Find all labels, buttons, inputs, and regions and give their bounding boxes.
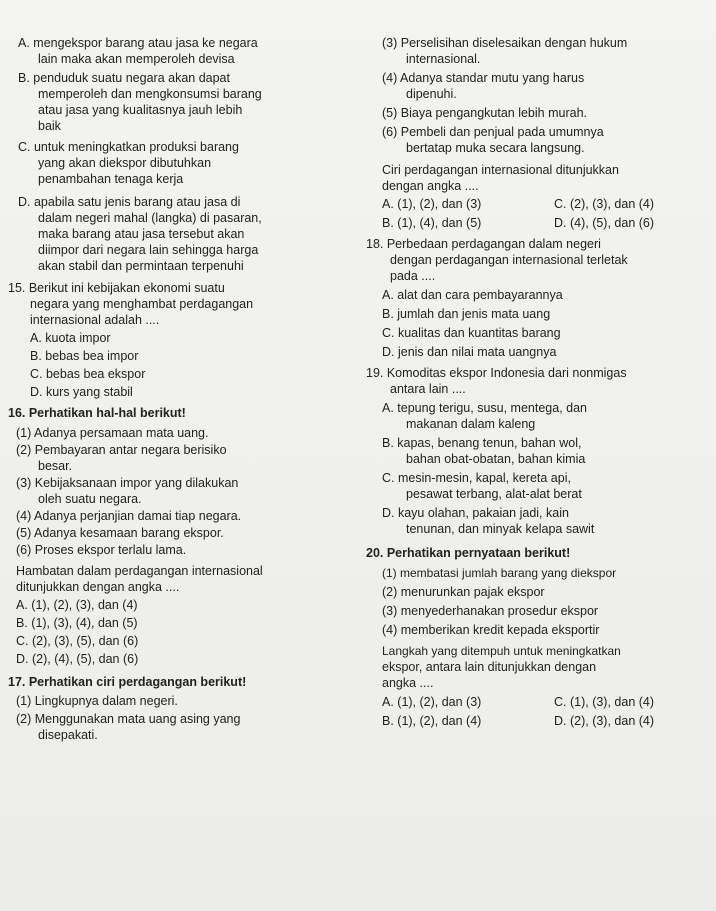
q17-option-a: A. (1), (2), dan (3) xyxy=(382,197,482,211)
q14-option-a-line1: A. mengekspor barang atau jasa ke negara xyxy=(18,36,258,50)
q19-option-d-cont: tenunan, dan minyak kelapa sawit xyxy=(406,522,595,536)
q14-option-c-line2: yang akan diekspor dibutuhkan xyxy=(38,156,212,170)
q20-item-4: (4) memberikan kredit kepada eksportir xyxy=(382,623,600,637)
q17-option-b: B. (1), (4), dan (5) xyxy=(382,216,482,230)
q19-option-c-cont: pesawat terbang, alat-alat berat xyxy=(406,487,582,501)
q16-item-3-cont: oleh suatu negara. xyxy=(38,492,142,506)
q16-question-line2: ditunjukkan dengan angka .... xyxy=(16,580,180,594)
q14-option-b-line2: memperoleh dan mengkonsumsi barang xyxy=(38,87,262,101)
q20-question-line2: ekspor, antara lain ditunjukkan dengan xyxy=(382,660,597,674)
q16-option-d: D. (2), (4), (5), dan (6) xyxy=(16,652,139,666)
q19-option-b-cont: bahan obat-obatan, bahan kimia xyxy=(406,452,586,466)
q14-option-d-line1: D. apabila satu jenis barang atau jasa di xyxy=(18,195,241,209)
q17-item-1: (1) Lingkupnya dalam negeri. xyxy=(16,694,178,708)
q16-stem: 16. Perhatikan hal-hal berikut! xyxy=(8,406,186,420)
q20-item-2: (2) menurunkan pajak ekspor xyxy=(382,585,545,599)
q19-option-b: B. kapas, benang tenun, bahan wol, xyxy=(382,436,582,450)
q17-question-line1: Ciri perdagangan internasional ditunjukkan xyxy=(382,163,619,177)
q14-option-d-line4: diimpor dari negara lain sehingga harga xyxy=(38,243,259,257)
q17-question-line2: dengan angka .... xyxy=(382,179,479,193)
q17-item-6: (6) Pembeli dan penjual pada umumnya xyxy=(382,125,604,139)
q14-option-b-line1: B. penduduk suatu negara akan dapat xyxy=(18,71,230,85)
q14-option-d-line2: dalam negeri mahal (langka) di pasaran, xyxy=(38,211,262,225)
q15-stem-line1: 15. Berikut ini kebijakan ekonomi suatu xyxy=(8,281,225,295)
q14-option-b-line4: baik xyxy=(38,119,61,133)
q20-option-c: C. (1), (3), dan (4) xyxy=(554,695,655,709)
q16-item-6: (6) Proses ekspor terlalu lama. xyxy=(16,543,187,557)
q16-item-2: (2) Pembayaran antar negara berisiko xyxy=(16,443,227,457)
q20-item-3: (3) menyederhanakan prosedur ekspor xyxy=(382,604,599,618)
q17-item-4: (4) Adanya standar mutu yang harus xyxy=(382,71,585,85)
q15-option-c: C. bebas bea ekspor xyxy=(30,367,146,381)
q20-option-d: D. (2), (3), dan (4) xyxy=(554,714,655,728)
q20-option-a: A. (1), (2), dan (3) xyxy=(382,695,482,709)
q15-stem-line2: negara yang menghambat perdagangan xyxy=(30,297,254,311)
q17-item-3-cont: internasional. xyxy=(406,52,481,66)
q17-item-6-cont: bertatap muka secara langsung. xyxy=(406,141,585,155)
q20-item-1: (1) membatasi jumlah barang yang diekspor xyxy=(382,566,617,580)
q18-stem-line3: pada .... xyxy=(390,269,436,283)
q20-option-b: B. (1), (2), dan (4) xyxy=(382,714,482,728)
q16-option-b: B. (1), (3), (4), dan (5) xyxy=(16,616,138,630)
q16-item-5: (5) Adanya kesamaan barang ekspor. xyxy=(16,526,224,540)
q18-stem-line1: 18. Perbedaan perdagangan dalam negeri xyxy=(366,237,601,251)
q20-question-line1: Langkah yang ditempuh untuk meningkatkan xyxy=(382,644,621,658)
q14-option-b-line3: atau jasa yang kualitasnya jauh lebih xyxy=(38,103,243,117)
q18-option-c: C. kualitas dan kuantitas barang xyxy=(382,326,561,340)
q19-option-a: A. tepung terigu, susu, mentega, dan xyxy=(382,401,587,415)
q17-item-3: (3) Perselisihan diselesaikan dengan hukum xyxy=(382,36,628,50)
q14-option-d-line3: maka barang atau jasa tersebut akan xyxy=(38,227,245,241)
q17-item-5: (5) Biaya pengangkutan lebih murah. xyxy=(382,106,587,120)
q17-item-2: (2) Menggunakan mata uang asing yang xyxy=(16,712,241,726)
q15-option-a: A. kuota impor xyxy=(30,331,111,345)
q16-item-2-cont: besar. xyxy=(38,459,73,473)
q19-option-a-cont: makanan dalam kaleng xyxy=(406,417,536,431)
q19-stem-line1: 19. Komoditas ekspor Indonesia dari nonmigas xyxy=(366,366,627,380)
q18-option-d: D. jenis dan nilai mata uangnya xyxy=(382,345,557,359)
q16-option-c: C. (2), (3), (5), dan (6) xyxy=(16,634,139,648)
q16-item-1: (1) Adanya persamaan mata uang. xyxy=(16,426,209,440)
q16-item-4: (4) Adanya perjanjian damai tiap negara. xyxy=(16,509,242,523)
q15-option-b: B. bebas bea impor xyxy=(30,349,139,363)
q17-item-4-cont: dipenuhi. xyxy=(406,87,457,101)
q14-option-c-line1: C. untuk meningkatkan produksi barang xyxy=(18,140,239,154)
q19-stem-line2: antara lain .... xyxy=(390,382,466,396)
q16-question-line1: Hambatan dalam perdagangan internasional xyxy=(16,564,263,578)
q14-option-a-line2: lain maka akan memperoleh devisa xyxy=(38,52,235,66)
q19-option-d: D. kayu olahan, pakaian jadi, kain xyxy=(382,506,569,520)
q18-stem-line2: dengan perdagangan internasional terletak xyxy=(390,253,628,267)
q16-item-3: (3) Kebijaksanaan impor yang dilakukan xyxy=(16,476,239,490)
q20-question-line3: angka .... xyxy=(382,676,434,690)
q15-option-d: D. kurs yang stabil xyxy=(30,385,133,399)
q18-option-b: B. jumlah dan jenis mata uang xyxy=(382,307,551,321)
q17-option-c: C. (2), (3), dan (4) xyxy=(554,197,655,211)
q15-stem-line3: internasional adalah .... xyxy=(30,313,160,327)
q14-option-c-line3: penambahan tenaga kerja xyxy=(38,172,184,186)
q14-option-d-line5: akan stabil dan permintaan terpenuhi xyxy=(38,259,244,273)
q17-option-d: D. (4), (5), dan (6) xyxy=(554,216,655,230)
q18-option-a: A. alat dan cara pembayarannya xyxy=(382,288,563,302)
q20-stem: 20. Perhatikan pernyataan berikut! xyxy=(366,546,571,560)
q19-option-c: C. mesin-mesin, kapal, kereta api, xyxy=(382,471,571,485)
q17-stem: 17. Perhatikan ciri perdagangan berikut! xyxy=(8,675,247,689)
q16-option-a: A. (1), (2), (3), dan (4) xyxy=(16,598,138,612)
q17-item-2-cont: disepakati. xyxy=(38,728,98,742)
